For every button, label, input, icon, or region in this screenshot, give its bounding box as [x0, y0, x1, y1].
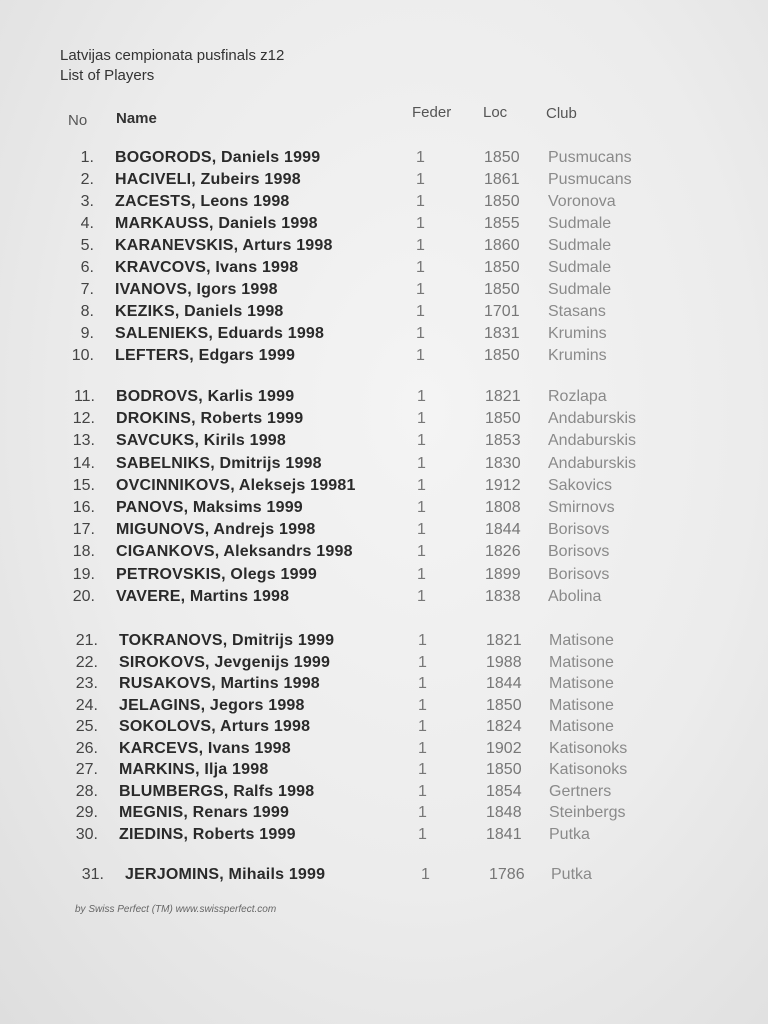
row-number: 24. — [75, 696, 98, 714]
table-row — [0, 257, 768, 279]
player-name: SAVCUKS, Kirils 1998 — [116, 432, 286, 450]
player-loc: 1850 — [484, 149, 520, 166]
row-number: 9. — [80, 325, 94, 342]
player-feder: 1 — [417, 388, 426, 405]
player-loc: 1701 — [484, 303, 520, 320]
player-club: Sudmale — [548, 215, 612, 232]
player-feder: 1 — [416, 303, 425, 320]
player-loc: 1830 — [485, 454, 521, 472]
player-loc: 1850 — [484, 193, 520, 210]
player-feder: 1 — [418, 739, 427, 757]
table-row — [0, 453, 768, 475]
row-number: 6. — [80, 259, 94, 276]
row-number: 13. — [72, 432, 95, 450]
player-name: SOKOLOVS, Arturs 1998 — [119, 718, 311, 735]
row-number: 18. — [72, 543, 95, 561]
row-number: 25. — [75, 718, 98, 735]
player-loc: 1850 — [485, 410, 521, 428]
player-club: Rozlapa — [548, 388, 607, 405]
player-feder: 1 — [417, 587, 426, 605]
player-name: TOKRANOVS, Dmitrijs 1999 — [119, 632, 335, 649]
player-club: Putka — [551, 866, 592, 883]
row-number: 17. — [72, 521, 95, 539]
player-loc: 1831 — [484, 325, 520, 342]
player-loc: 1850 — [486, 696, 522, 714]
player-loc: 1808 — [485, 499, 521, 516]
player-feder: 1 — [416, 281, 425, 298]
header-feder: Feder — [412, 104, 452, 121]
table-row — [0, 802, 768, 824]
player-feder: 1 — [416, 347, 425, 364]
table-row — [0, 781, 768, 803]
player-name: KEZIKS, Daniels 1998 — [115, 303, 284, 320]
row-number: 8. — [80, 303, 94, 320]
row-number: 26. — [75, 739, 98, 757]
player-feder: 1 — [421, 866, 430, 883]
player-club: Katisonoks — [549, 761, 628, 778]
document-subtitle: List of Players — [60, 67, 155, 84]
player-club: Andaburskis — [548, 410, 637, 428]
table-row — [0, 716, 768, 738]
table-row — [0, 386, 768, 408]
player-name: SABELNIKS, Dmitrijs 1998 — [116, 454, 322, 472]
row-number: 29. — [75, 804, 98, 821]
player-feder: 1 — [416, 237, 425, 254]
table-row — [0, 630, 768, 652]
table-row — [0, 497, 768, 519]
player-feder: 1 — [418, 653, 427, 671]
table-row — [0, 213, 768, 235]
table-row — [0, 541, 768, 563]
player-name: MEGNIS, Renars 1999 — [119, 804, 290, 821]
player-name: MIGUNOVS, Andrejs 1998 — [116, 521, 316, 539]
player-name: JERJOMINS, Mihails 1999 — [125, 866, 326, 883]
player-feder: 1 — [418, 696, 427, 714]
player-feder: 1 — [418, 782, 427, 800]
player-feder: 1 — [417, 476, 426, 494]
table-row — [0, 191, 768, 213]
row-number: 4. — [80, 215, 94, 232]
player-loc: 1824 — [486, 718, 522, 735]
player-name: LEFTERS, Edgars 1999 — [115, 347, 296, 364]
player-name: IVANOVS, Igors 1998 — [115, 281, 278, 298]
player-feder: 1 — [418, 825, 427, 843]
player-club: Abolina — [548, 587, 602, 605]
row-number: 31. — [81, 866, 104, 883]
row-number: 16. — [72, 499, 95, 516]
table-row — [0, 323, 768, 345]
row-number: 2. — [80, 171, 94, 188]
table-row — [0, 169, 768, 191]
table-row — [0, 279, 768, 301]
row-number: 1. — [80, 149, 94, 166]
table-row — [0, 147, 768, 169]
player-feder: 1 — [417, 521, 426, 539]
player-feder: 1 — [418, 632, 427, 649]
player-name: BODROVS, Karlis 1999 — [116, 388, 295, 405]
player-feder: 1 — [416, 193, 425, 210]
player-loc: 1912 — [485, 476, 521, 494]
player-club: Pusmucans — [548, 149, 632, 166]
player-feder: 1 — [416, 215, 425, 232]
player-name: SALENIEKS, Eduards 1998 — [115, 325, 325, 342]
player-feder: 1 — [417, 454, 426, 472]
player-loc: 1902 — [486, 739, 522, 757]
table-row — [0, 824, 768, 846]
row-number: 30. — [75, 825, 98, 843]
table-row — [0, 408, 768, 430]
player-loc: 1841 — [486, 825, 522, 843]
player-name: OVCINNIKOVS, Aleksejs 19981 — [116, 476, 356, 494]
player-loc: 1844 — [485, 521, 521, 539]
row-number: 19. — [72, 565, 95, 583]
table-row — [0, 586, 768, 608]
table-row — [0, 235, 768, 257]
player-club: Matisone — [549, 632, 614, 649]
player-club: Borisovs — [548, 521, 610, 539]
player-loc: 1853 — [485, 432, 521, 450]
player-name: ZIEDINS, Roberts 1999 — [119, 825, 296, 843]
player-club: Putka — [549, 825, 590, 843]
player-feder: 1 — [418, 675, 427, 692]
player-loc: 1988 — [486, 653, 522, 671]
player-loc: 1854 — [486, 782, 522, 800]
player-club: Matisone — [549, 718, 614, 735]
table-row — [0, 652, 768, 674]
player-name: JELAGINS, Jegors 1998 — [119, 696, 305, 714]
player-name: ZACESTS, Leons 1998 — [115, 193, 290, 210]
player-name: PANOVS, Maksims 1999 — [116, 499, 303, 516]
row-number: 10. — [71, 347, 94, 364]
player-club: Katisonoks — [549, 739, 628, 757]
player-name: PETROVSKIS, Olegs 1999 — [116, 565, 317, 583]
player-name: KARCEVS, Ivans 1998 — [119, 739, 291, 757]
player-loc: 1855 — [484, 215, 520, 232]
player-loc: 1826 — [485, 543, 521, 561]
player-feder: 1 — [416, 259, 425, 276]
player-club: Smirnovs — [548, 499, 615, 516]
row-number: 20. — [72, 587, 95, 605]
table-row — [0, 475, 768, 497]
player-loc: 1786 — [489, 866, 525, 883]
player-club: Krumins — [548, 347, 607, 364]
player-feder: 1 — [417, 543, 426, 561]
player-club: Andaburskis — [548, 432, 637, 450]
player-name: CIGANKOVS, Aleksandrs 1998 — [116, 543, 353, 561]
row-number: 3. — [80, 193, 94, 210]
player-name: MARKINS, Ilja 1998 — [119, 761, 269, 778]
player-loc: 1838 — [485, 587, 521, 605]
table-row — [0, 345, 768, 367]
player-club: Voronova — [548, 193, 616, 210]
player-loc: 1850 — [486, 761, 522, 778]
player-loc: 1848 — [486, 804, 522, 821]
table-row — [0, 301, 768, 323]
player-club: Stasans — [548, 303, 606, 320]
player-name: DROKINS, Roberts 1999 — [116, 410, 304, 428]
player-feder: 1 — [417, 565, 426, 583]
row-number: 12. — [72, 410, 95, 428]
header-no: No — [68, 112, 88, 129]
player-name: BLUMBERGS, Ralfs 1998 — [119, 782, 315, 800]
player-club: Sudmale — [548, 259, 612, 276]
table-row — [0, 430, 768, 452]
player-club: Borisovs — [548, 565, 610, 583]
player-loc: 1844 — [486, 675, 522, 692]
player-club: Sakovics — [548, 476, 613, 494]
header-name: Name — [116, 110, 157, 127]
player-name: SIROKOVS, Jevgenijs 1999 — [119, 653, 331, 671]
player-feder: 1 — [417, 432, 426, 450]
player-name: HACIVELI, Zubeirs 1998 — [115, 171, 301, 188]
player-feder: 1 — [418, 761, 427, 778]
row-number: 15. — [72, 476, 95, 494]
player-club: Matisone — [549, 696, 614, 714]
player-name: RUSAKOVS, Martins 1998 — [119, 675, 320, 692]
table-row — [0, 738, 768, 760]
player-loc: 1850 — [484, 281, 520, 298]
player-club: Krumins — [548, 325, 607, 342]
row-number: 7. — [80, 281, 94, 298]
player-club: Gertners — [549, 782, 612, 800]
player-club: Matisone — [549, 675, 614, 692]
row-number: 23. — [75, 675, 98, 692]
player-loc: 1821 — [486, 632, 522, 649]
player-feder: 1 — [417, 499, 426, 516]
row-number: 14. — [72, 454, 95, 472]
player-club: Sudmale — [548, 281, 612, 298]
player-club: Steinbergs — [549, 804, 626, 821]
player-loc: 1821 — [485, 388, 521, 405]
player-club: Sudmale — [548, 237, 612, 254]
player-feder: 1 — [416, 171, 425, 188]
player-loc: 1850 — [484, 347, 520, 364]
player-club: Andaburskis — [548, 454, 637, 472]
player-name: MARKAUSS, Daniels 1998 — [115, 215, 318, 232]
header-loc: Loc — [483, 104, 508, 121]
table-row — [0, 759, 768, 781]
player-name: BOGORODS, Daniels 1999 — [115, 149, 321, 166]
player-loc: 1860 — [484, 237, 520, 254]
row-number: 27. — [75, 761, 98, 778]
player-club: Borisovs — [548, 543, 610, 561]
table-row — [0, 673, 768, 695]
table-row — [0, 519, 768, 541]
header-club: Club — [546, 105, 577, 122]
row-number: 5. — [80, 237, 94, 254]
row-number: 22. — [75, 653, 98, 671]
player-loc: 1861 — [484, 171, 520, 188]
player-feder: 1 — [417, 410, 426, 428]
player-feder: 1 — [416, 325, 425, 342]
player-name: KARANEVSKIS, Arturs 1998 — [115, 237, 333, 254]
player-name: VAVERE, Martins 1998 — [116, 587, 290, 605]
row-number: 21. — [75, 632, 98, 649]
table-row — [0, 564, 768, 586]
player-club: Matisone — [549, 653, 614, 671]
player-feder: 1 — [418, 804, 427, 821]
player-club: Pusmucans — [548, 171, 632, 188]
player-loc: 1850 — [484, 259, 520, 276]
player-loc: 1899 — [485, 565, 521, 583]
footer-credit: by Swiss Perfect (TM) www.swissperfect.com — [75, 904, 277, 915]
table-row — [0, 695, 768, 717]
player-feder: 1 — [418, 718, 427, 735]
table-row — [0, 864, 768, 886]
row-number: 11. — [73, 388, 95, 405]
row-number: 28. — [75, 782, 98, 800]
player-name: KRAVCOVS, Ivans 1998 — [115, 259, 299, 276]
player-feder: 1 — [416, 149, 425, 166]
document-title: Latvijas cempionata pusfinals z12 — [60, 47, 285, 64]
